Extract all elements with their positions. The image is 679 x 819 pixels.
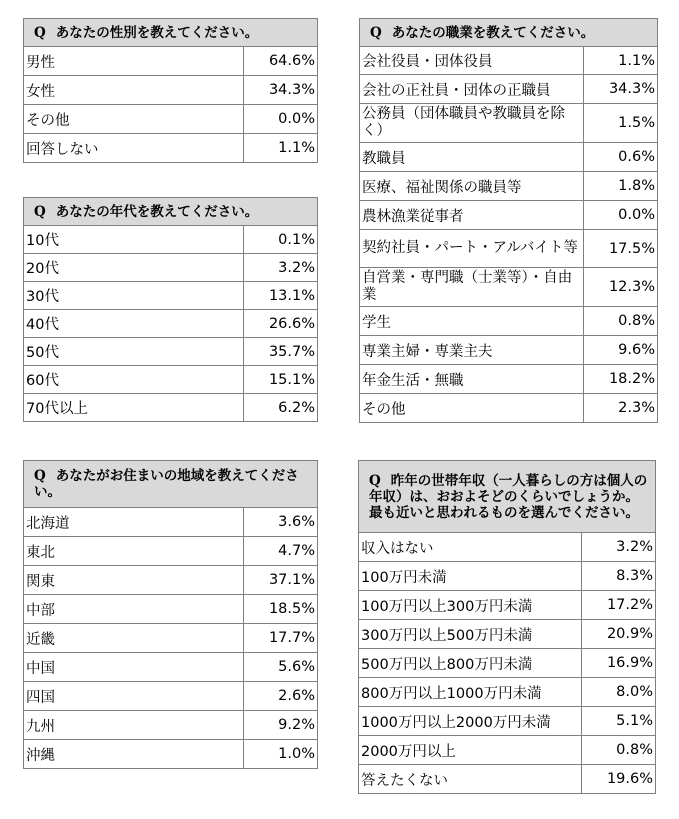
row-value: 0.8%: [584, 307, 658, 336]
table-row: [24, 310, 318, 338]
table-row: [359, 533, 656, 562]
table-row: [359, 678, 656, 707]
table-row: [360, 365, 658, 394]
row-value: 34.3%: [584, 75, 658, 104]
table-row: [24, 537, 318, 566]
row-label: 30代: [24, 282, 244, 310]
row-value: 17.5%: [584, 230, 658, 268]
row-label: 農林漁業従事者: [360, 201, 584, 230]
region-question-text: あなたがお住まいの地域を教えてください。: [34, 468, 299, 500]
row-value: 19.6%: [582, 765, 656, 794]
region-question-header: [24, 461, 318, 508]
row-label: 100万円未満: [359, 562, 582, 591]
row-label: 会社役員・団体役員: [360, 47, 584, 75]
row-label: 回答しない: [24, 134, 244, 163]
row-label: 四国: [24, 682, 244, 711]
row-label: 1000万円以上2000万円未満: [359, 707, 582, 736]
row-value: 20.9%: [582, 620, 656, 649]
row-value: 1.5%: [584, 104, 658, 143]
row-value: 1.8%: [584, 172, 658, 201]
question-mark: Q: [34, 203, 46, 220]
table-row: [24, 134, 318, 163]
table-row: [24, 282, 318, 310]
table-row: [360, 268, 658, 307]
row-value: 1.1%: [584, 47, 658, 75]
age-question-header: [24, 198, 318, 226]
table-row: [24, 366, 318, 394]
row-label: 2000万円以上: [359, 736, 582, 765]
table-row: [360, 172, 658, 201]
row-value: 0.0%: [244, 105, 318, 134]
row-value: 15.1%: [244, 366, 318, 394]
row-value: 3.2%: [582, 533, 656, 562]
row-label: その他: [360, 394, 584, 423]
row-value: 26.6%: [244, 310, 318, 338]
row-value: 8.3%: [582, 562, 656, 591]
table-row: [360, 336, 658, 365]
row-value: 3.2%: [244, 254, 318, 282]
table-row: [24, 47, 318, 76]
table-row: [360, 143, 658, 172]
gender-table: [23, 18, 318, 163]
table-row: [360, 201, 658, 230]
table-row: [359, 736, 656, 765]
row-label: 10代: [24, 226, 244, 254]
row-value: 17.7%: [244, 624, 318, 653]
row-value: 2.6%: [244, 682, 318, 711]
row-label: 答えたくない: [359, 765, 582, 794]
row-value: 35.7%: [244, 338, 318, 366]
row-label: 専業主婦・専業主夫: [360, 336, 584, 365]
table-row: [24, 595, 318, 624]
row-value: 5.1%: [582, 707, 656, 736]
row-label: 契約社員・パート・アルバイト等: [360, 230, 584, 268]
row-value: 0.0%: [584, 201, 658, 230]
table-row: [360, 394, 658, 423]
row-value: 4.7%: [244, 537, 318, 566]
row-value: 17.2%: [582, 591, 656, 620]
table-row: [24, 740, 318, 769]
table-row: [360, 104, 658, 143]
question-mark: Q: [369, 472, 381, 489]
row-value: 64.6%: [244, 47, 318, 76]
gender-question-header: [24, 19, 318, 47]
table-row: [359, 562, 656, 591]
table-row: [24, 624, 318, 653]
table-row: [360, 47, 658, 75]
table-row: [360, 230, 658, 268]
row-label: 500万円以上800万円未満: [359, 649, 582, 678]
table-row: [24, 76, 318, 105]
question-mark: Q: [34, 468, 46, 484]
row-value: 2.3%: [584, 394, 658, 423]
row-label: 40代: [24, 310, 244, 338]
table-row: [359, 707, 656, 736]
table-row: [359, 765, 656, 794]
table-row: [24, 394, 318, 422]
age-table: [23, 197, 318, 422]
row-label: 70代以上: [24, 394, 244, 422]
row-value: 0.1%: [244, 226, 318, 254]
row-label: 女性: [24, 76, 244, 105]
table-row: [24, 226, 318, 254]
table-row: [24, 566, 318, 595]
row-label: 沖縄: [24, 740, 244, 769]
region-table: [23, 460, 318, 769]
row-value: 9.6%: [584, 336, 658, 365]
row-label: 60代: [24, 366, 244, 394]
row-value: 16.9%: [582, 649, 656, 678]
row-label: 男性: [24, 47, 244, 76]
income-question-text: 昨年の世帯年収（一人暮らしの方は個人の年収）は、おおよそどのくらいでしょうか。最も近いと思われるものを選んでください。: [369, 472, 648, 521]
row-value: 18.2%: [584, 365, 658, 394]
row-label: 自営業・専門職（士業等）・自由業: [360, 268, 584, 307]
row-label: 学生: [360, 307, 584, 336]
occupation-question-text: あなたの職業を教えてください。: [391, 24, 595, 41]
row-label: 会社の正社員・団体の正職員: [360, 75, 584, 104]
row-value: 8.0%: [582, 678, 656, 707]
row-value: 0.8%: [582, 736, 656, 765]
table-row: [360, 307, 658, 336]
income-table: [358, 460, 656, 794]
row-label: 教職員: [360, 143, 584, 172]
row-label: 北海道: [24, 508, 244, 537]
row-label: 中国: [24, 653, 244, 682]
row-label: 近畿: [24, 624, 244, 653]
row-label: 50代: [24, 338, 244, 366]
row-value: 37.1%: [244, 566, 318, 595]
question-mark: Q: [34, 24, 46, 41]
table-row: [24, 105, 318, 134]
row-value: 1.1%: [244, 134, 318, 163]
table-row: [24, 653, 318, 682]
row-value: 3.6%: [244, 508, 318, 537]
income-question-header: [359, 461, 656, 533]
gender-question-text: あなたの性別を教えてください。: [55, 24, 259, 41]
row-label: 100万円以上300万円未満: [359, 591, 582, 620]
age-question-text: あなたの年代を教えてください。: [55, 203, 259, 220]
row-value: 6.2%: [244, 394, 318, 422]
occupation-table: [359, 18, 658, 423]
row-label: 東北: [24, 537, 244, 566]
row-value: 18.5%: [244, 595, 318, 624]
row-value: 34.3%: [244, 76, 318, 105]
table-row: [359, 620, 656, 649]
row-value: 9.2%: [244, 711, 318, 740]
row-value: 0.6%: [584, 143, 658, 172]
row-label: 800万円以上1000万円未満: [359, 678, 582, 707]
row-label: 九州: [24, 711, 244, 740]
row-label: 医療、福祉関係の職員等: [360, 172, 584, 201]
occupation-question-header: [360, 19, 658, 47]
table-row: [24, 682, 318, 711]
row-label: 関東: [24, 566, 244, 595]
table-row: [24, 254, 318, 282]
row-label: 収入はない: [359, 533, 582, 562]
row-value: 1.0%: [244, 740, 318, 769]
table-row: [24, 711, 318, 740]
table-row: [359, 591, 656, 620]
row-value: 5.6%: [244, 653, 318, 682]
row-label: 年金生活・無職: [360, 365, 584, 394]
question-mark: Q: [370, 24, 382, 41]
row-label: 300万円以上500万円未満: [359, 620, 582, 649]
table-row: [359, 649, 656, 678]
table-row: [360, 75, 658, 104]
row-label: 中部: [24, 595, 244, 624]
row-value: 13.1%: [244, 282, 318, 310]
row-label: その他: [24, 105, 244, 134]
row-label: 公務員（団体職員や教職員を除く）: [360, 104, 584, 143]
row-label: 20代: [24, 254, 244, 282]
table-row: [24, 508, 318, 537]
table-row: [24, 338, 318, 366]
row-value: 12.3%: [584, 268, 658, 307]
